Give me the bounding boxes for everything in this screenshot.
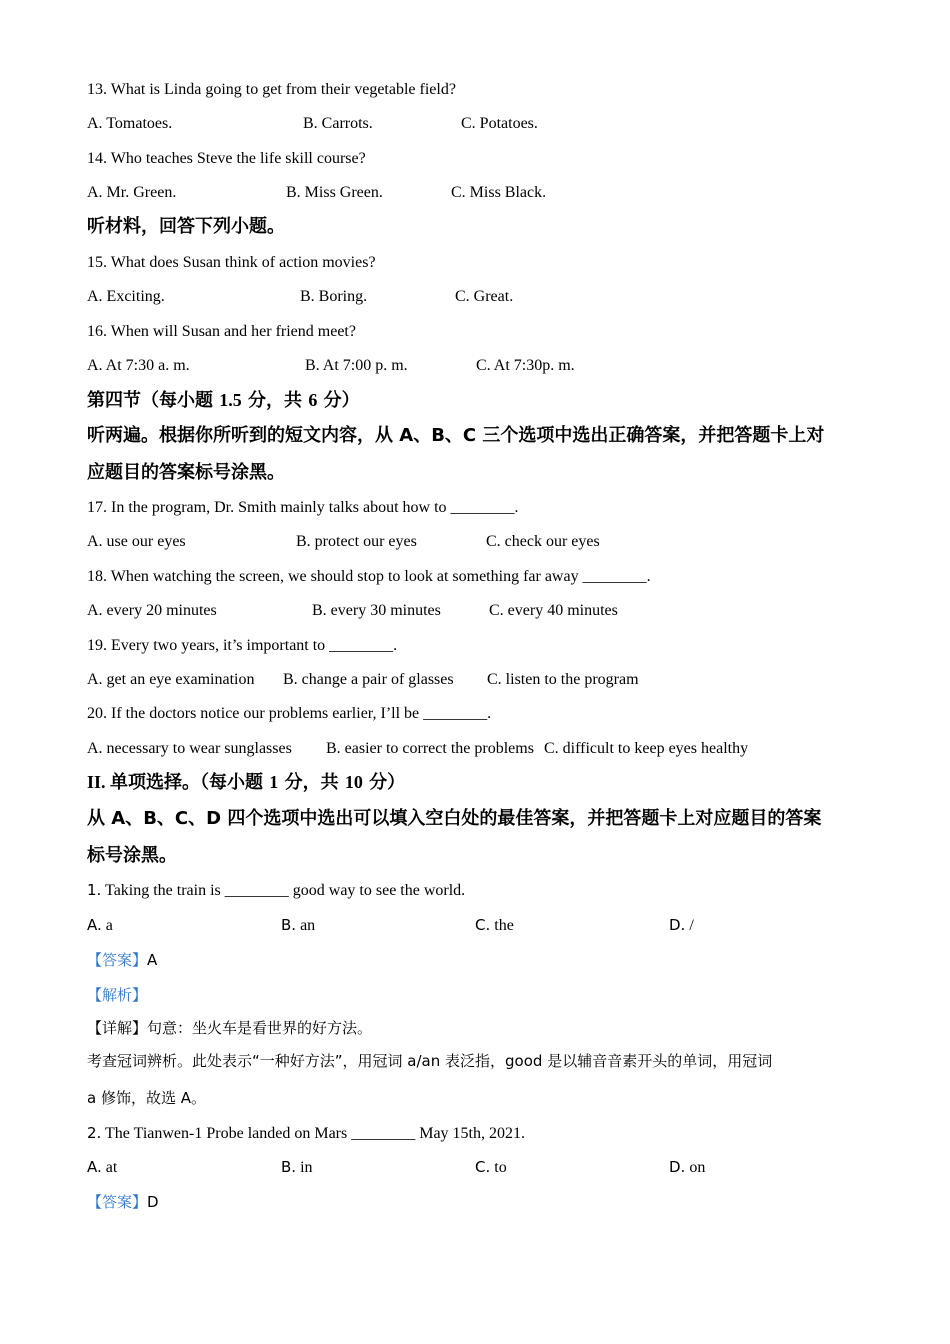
question-13-options <box>87 114 887 134</box>
option-a: A. necessary to wear sunglasses <box>87 740 292 757</box>
section-4-instructions-line2: 应题目的答案标号涂黑。 <box>87 462 285 483</box>
option-b: B. every 30 minutes <box>312 602 441 619</box>
question-17-options <box>87 532 887 552</box>
option-b: B. easier to correct the problems <box>326 740 534 757</box>
option-b: B. Boring. <box>300 288 368 305</box>
option-c: C. the <box>475 916 514 934</box>
item-1-options <box>87 915 887 935</box>
option-b: B. an <box>281 916 316 934</box>
item-1-question: 1. Taking the train is ________ good way to see the world. <box>87 881 466 899</box>
part-2-instructions-line1: 从 A、B、C、D 四个选项中选出可以填入空白处的最佳答案，并把答题卡上对应题目的答案 <box>87 808 822 829</box>
option-b: B. protect our eyes <box>296 533 417 550</box>
option-a: A. a <box>87 916 113 934</box>
item-2-options <box>87 1157 887 1177</box>
option-c: C. Potatoes. <box>461 115 538 132</box>
question-14: 14. Who teaches Steve the life skill course? <box>87 150 366 167</box>
question-16-options <box>87 356 887 376</box>
item-1-explanation-line2: a 修饰，故选 A。 <box>87 1089 206 1107</box>
question-18-options <box>87 601 887 621</box>
option-b: B. change a pair of glasses <box>283 671 454 688</box>
option-c: C. check our eyes <box>486 533 600 550</box>
option-a: A. get an eye examination <box>87 671 255 688</box>
option-a: A. at <box>87 1158 118 1176</box>
option-c: C. Great. <box>455 288 514 305</box>
part-2-title: II. 单项选择。（每小题 1 分，共 10 分） <box>87 772 406 793</box>
item-1-answer: 【答案】A <box>87 951 158 969</box>
item-1-explanation-line1: 考查冠词辨析。此处表示“一种好方法”，用冠词 a/an 表泛指，good 是以辅音音素开头的单词，用冠词 <box>87 1052 773 1070</box>
option-c: C. to <box>475 1158 507 1176</box>
question-15-options <box>87 287 887 307</box>
option-a: A. use our eyes <box>87 533 186 550</box>
question-19: 19. Every two years, it’s important to ________. <box>87 637 398 654</box>
question-20-options <box>87 739 887 759</box>
option-d: D. on <box>669 1158 706 1176</box>
option-a: A. every 20 minutes <box>87 602 217 619</box>
question-15: 15. What does Susan think of action movies? <box>87 254 376 271</box>
item-1-analysis-label: 【解析】 <box>87 986 148 1004</box>
option-c: C. At 7:30p. m. <box>476 357 575 374</box>
question-18: 18. When watching the screen, we should stop to look at something far away ________. <box>87 568 651 585</box>
option-c: C. listen to the program <box>487 671 639 688</box>
question-13: 13. What is Linda going to get from their vegetable field? <box>87 81 456 98</box>
option-c: C. Miss Black. <box>451 184 547 201</box>
question-20: 20. If the doctors notice our problems earlier, I’ll be ________. <box>87 705 492 722</box>
item-1-detail: 【详解】句意：坐火车是看世界的好方法。 <box>87 1019 373 1037</box>
option-b: B. in <box>281 1158 313 1176</box>
question-14-options <box>87 183 887 203</box>
item-2-question: 2. The Tianwen-1 Probe landed on Mars ________ May 15th, 2021. <box>87 1124 525 1142</box>
option-a: A. Tomatoes. <box>87 115 173 132</box>
listen-material-heading: 听材料，回答下列小题。 <box>87 216 285 237</box>
option-a: A. At 7:30 a. m. <box>87 357 190 374</box>
option-a: A. Mr. Green. <box>87 184 177 201</box>
question-17: 17. In the program, Dr. Smith mainly talks about how to ________. <box>87 499 519 516</box>
option-a: A. Exciting. <box>87 288 165 305</box>
option-c: C. difficult to keep eyes healthy <box>544 740 749 757</box>
option-b: B. Carrots. <box>303 115 373 132</box>
part-2-instructions-line2: 标号涂黑。 <box>87 845 177 866</box>
section-4-title: 第四节（每小题 1.5 分，共 6 分） <box>87 390 360 411</box>
option-d: D. / <box>669 916 694 934</box>
option-b: B. Miss Green. <box>286 184 383 201</box>
option-c: C. every 40 minutes <box>489 602 618 619</box>
option-b: B. At 7:00 p. m. <box>305 357 408 374</box>
question-19-options <box>87 670 887 690</box>
item-2-answer: 【答案】D <box>87 1193 159 1211</box>
question-16: 16. When will Susan and her friend meet? <box>87 323 356 340</box>
section-4-instructions-line1: 听两遍。根据你所听到的短文内容，从 A、B、C 三个选项中选出正确答案，并把答题卡上对 <box>87 425 825 446</box>
